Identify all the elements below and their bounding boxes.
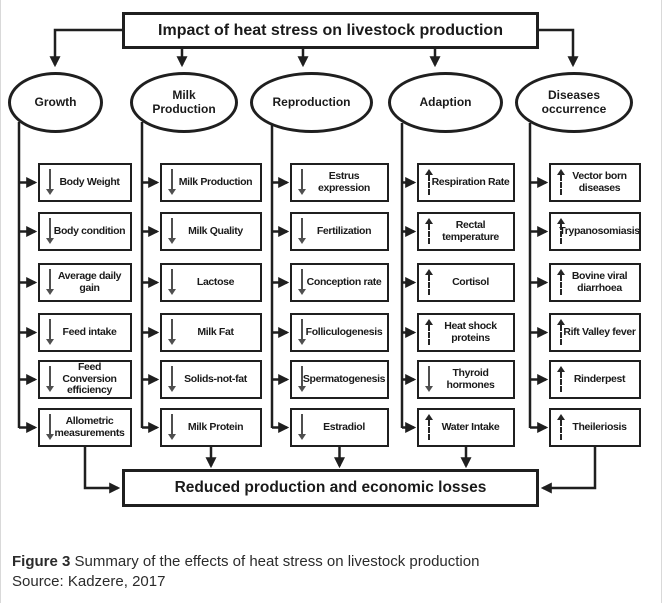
ellipse-adaption: Adaption bbox=[388, 72, 503, 133]
caption-line bbox=[12, 552, 479, 572]
decrease-arrow-icon bbox=[45, 218, 54, 244]
decrease-arrow-icon bbox=[297, 366, 306, 392]
box-rectal-temperature: Rectal temperature bbox=[417, 212, 515, 251]
box-rinderpest: Rinderpest bbox=[549, 360, 641, 399]
box-thyroid-hormones: Thyroid hormones bbox=[417, 360, 515, 399]
box-spermatogenesis: Spermatogenesis bbox=[290, 360, 389, 399]
ellipse-diseases-occurrence: Diseases occurrence bbox=[515, 72, 633, 133]
decrease-arrow-icon bbox=[45, 414, 54, 440]
box-body-weight: Body Weight bbox=[38, 163, 132, 202]
decrease-arrow-icon bbox=[167, 169, 176, 195]
outcome-box bbox=[122, 469, 539, 507]
box-milk-production: Milk Production bbox=[160, 163, 262, 202]
box-water-intake: Water Intake bbox=[417, 408, 515, 447]
increase-arrow-icon bbox=[556, 218, 565, 244]
box-respiration-rate: Respiration Rate bbox=[417, 163, 515, 202]
box-heat-shock-proteins: Heat shock proteins bbox=[417, 313, 515, 352]
decrease-arrow-icon bbox=[424, 366, 433, 392]
box-theileriosis: Theileriosis bbox=[549, 408, 641, 447]
ellipse-growth: Growth bbox=[8, 72, 103, 133]
ellipse-milk-production: Milk Production bbox=[130, 72, 238, 133]
increase-arrow-icon bbox=[556, 169, 565, 195]
box-body-condition: Body condition bbox=[38, 212, 132, 251]
box-average-daily-gain: Average daily gain bbox=[38, 263, 132, 302]
increase-arrow-icon bbox=[556, 319, 565, 345]
box-cortisol: Cortisol bbox=[417, 263, 515, 302]
increase-arrow-icon bbox=[556, 366, 565, 392]
decrease-arrow-icon bbox=[297, 414, 306, 440]
box-trypanosomiasis: Trypanosomiasis bbox=[549, 212, 641, 251]
decrease-arrow-icon bbox=[297, 218, 306, 244]
increase-arrow-icon bbox=[556, 414, 565, 440]
box-milk-quality: Milk Quality bbox=[160, 212, 262, 251]
decrease-arrow-icon bbox=[45, 169, 54, 195]
root-title-label: Impact of heat stress on livestock production bbox=[158, 21, 503, 39]
decrease-arrow-icon bbox=[297, 169, 306, 195]
box-allometric-measurements: Allometric measurements bbox=[38, 408, 132, 447]
decrease-arrow-icon bbox=[167, 218, 176, 244]
outcome-label: Reduced production and economic losses bbox=[174, 479, 487, 496]
decrease-arrow-icon bbox=[297, 269, 306, 295]
root-title-box bbox=[122, 12, 539, 49]
box-solids-not-fat: Solids-not-fat bbox=[160, 360, 262, 399]
decrease-arrow-icon bbox=[167, 319, 176, 345]
caption-title: Summary of the effects of heat stress on livestock production bbox=[74, 553, 480, 570]
box-rift-valley-fever: Rift Valley fever bbox=[549, 313, 641, 352]
decrease-arrow-icon bbox=[297, 319, 306, 345]
decrease-arrow-icon bbox=[45, 319, 54, 345]
increase-arrow-icon bbox=[424, 319, 433, 345]
box-feed-intake: Feed intake bbox=[38, 313, 132, 352]
box-milk-fat: Milk Fat bbox=[160, 313, 262, 352]
box-bovine-viral-diarrhoea: Bovine viral diarrhoea bbox=[549, 263, 641, 302]
ellipse-reproduction: Reproduction bbox=[250, 72, 373, 133]
box-fertilization: Fertilization bbox=[290, 212, 389, 251]
decrease-arrow-icon bbox=[167, 414, 176, 440]
increase-arrow-icon bbox=[556, 269, 565, 295]
decrease-arrow-icon bbox=[45, 366, 54, 392]
figure-number: Figure 3 bbox=[12, 553, 71, 570]
box-estradiol: Estradiol bbox=[290, 408, 389, 447]
box-vector-born-diseases: Vector born diseases bbox=[549, 163, 641, 202]
increase-arrow-icon bbox=[424, 218, 433, 244]
box-estrus-expression: Estrus expression bbox=[290, 163, 389, 202]
box-conception-rate: Conception rate bbox=[290, 263, 389, 302]
figure-caption bbox=[12, 552, 479, 592]
increase-arrow-icon bbox=[424, 169, 433, 195]
increase-arrow-icon bbox=[424, 269, 433, 295]
box-feed-conversion-efficiency: Feed Conversion efficiency bbox=[38, 360, 132, 399]
increase-arrow-icon bbox=[424, 414, 433, 440]
caption-source: Source: Kadzere, 2017 bbox=[12, 573, 166, 590]
box-lactose: Lactose bbox=[160, 263, 262, 302]
decrease-arrow-icon bbox=[167, 269, 176, 295]
box-milk-protein: Milk Protein bbox=[160, 408, 262, 447]
decrease-arrow-icon bbox=[45, 269, 54, 295]
box-folliculogenesis: Folliculogenesis bbox=[290, 313, 389, 352]
decrease-arrow-icon bbox=[167, 366, 176, 392]
